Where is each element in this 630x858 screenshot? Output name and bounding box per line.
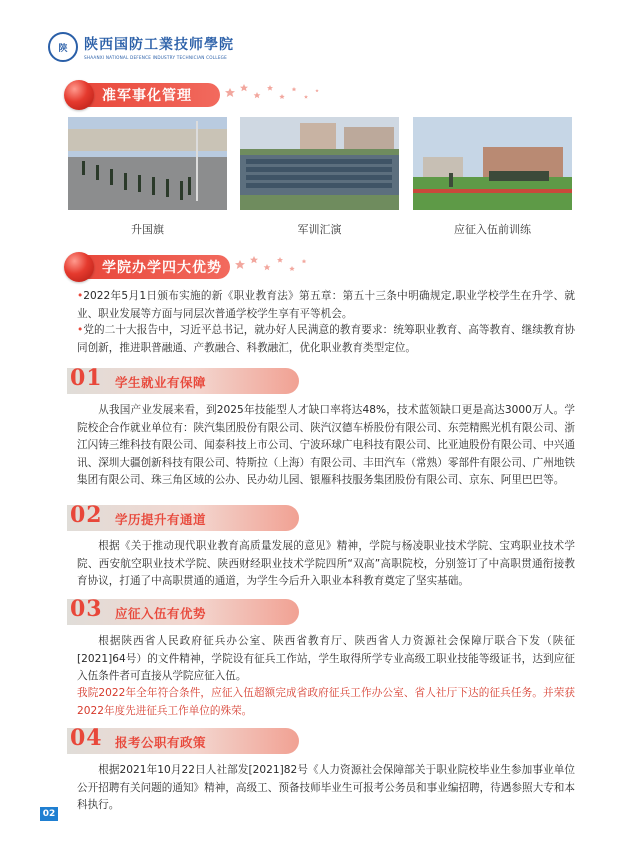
intro-paragraph — [77, 288, 575, 323]
intro-text: 党的二十大报告中，习近平总书记，就办好人民满意的教育要求：统筹职业教育、高等教育、继续教育协同创新，推进职普融通、产教融合、科教融汇，优化职业教育类型定位。 — [77, 324, 575, 354]
red-ball-icon — [64, 252, 94, 282]
advantage-title: 报考公职有政策 — [115, 735, 207, 750]
photo-caption: 升国旗 — [131, 223, 164, 236]
advantage-title: 学历提升有通道 — [115, 512, 207, 527]
advantage-title: 应征入伍有优势 — [115, 606, 207, 621]
red-ball-icon — [64, 80, 94, 110]
bullet-dot-icon: • — [77, 290, 84, 302]
advantage-banner-04 — [67, 725, 299, 754]
logo-text: 陕 — [58, 43, 68, 54]
photo-caption: 应征入伍前训练 — [454, 223, 531, 236]
advantage-number: 04 — [70, 725, 103, 751]
school-name-en: SHAANXI NATIONAL DEFENCE INDUSTRY TECHNICIAN COLLEGE — [84, 55, 227, 60]
advantage-highlight: 我院2022年全年符合条件，应征入伍超额完成省政府征兵工作办公室、省人社厅下达的征兵任务。并荣获2022年度先进征兵工作单位的殊荣。 — [77, 687, 575, 717]
photo-flag-raising — [68, 117, 227, 210]
advantage-text: 从我国产业发展来看，到2025年技能型人才缺口率将达48%，技术蓝领缺口更是高达3000万人。学院校企合作就业单位有：陕汽集团股份有限公司、陕汽汉德车桥股份有限公司、东莞精熙光机有限公司、浙江闪铸三维科技有限公司、闻泰科技上市公司、宁波环球广电科技有限公司、比亚迪股份有限公司、中兴通讯、深圳大疆创新科技有限公司、特斯拉（上海）有限公司、丰田汽车（常熟）零部件有限公司、广州地铁集团有限公司、珠三角区域的公办、民办幼儿园、银雁科技服务集团股份有限公司、京东、阿里巴巴等。 — [77, 404, 575, 486]
advantage-number: 02 — [70, 502, 103, 528]
advantage-number: 01 — [70, 365, 103, 391]
intro-text: 2022年5月1日颁布实施的新《职业教育法》第五章：第五十三条中明确规定,职业学校学生在升学、就业、职业发展等方面与同层次普通学校学生享有平等机会。 — [77, 290, 575, 320]
bullet-dot-icon: • — [77, 324, 84, 336]
school-logo — [48, 32, 78, 62]
stars-decoration-icon — [234, 252, 334, 282]
intro-paragraph — [77, 322, 575, 357]
section-title: 学院办学四大优势 — [102, 260, 222, 276]
advantage-text: 根据2021年10月22日人社部发[2021]82号《人力资源社会保障部关于职业院校毕业生参加事业单位公开招聘有关问题的通知》精神，高级工、预备技师毕业生可报考公务员和事业编招聘，待遇参照大专和本科执行。 — [77, 764, 575, 811]
advantage-text: 根据陕西省人民政府征兵办公室、陕西省教育厅、陕西省人力资源社会保障厅联合下发（陕征[2021]64号）的文件精神，学院设有征兵工作站，学生取得所学专业高级工职业技能等级证书，达到应征入伍条件者可直接从学院应征入伍。 — [77, 635, 575, 682]
school-name: 陕西国防工業技师學院 — [84, 37, 234, 53]
stars-decoration-icon — [224, 80, 324, 110]
photo-enlistment-training — [413, 117, 572, 210]
school-name-block — [84, 34, 234, 60]
advantage-banner-03 — [67, 596, 299, 625]
photo-military-drill — [240, 117, 399, 210]
photo-row — [68, 117, 574, 235]
header — [48, 30, 234, 64]
advantage-banner-02 — [67, 502, 299, 531]
advantage-text: 根据《关于推动现代职业教育高质量发展的意见》精神，学院与杨凌职业技术学院、宝鸡职业技术学院、西安航空职业技术学院、陕西财经职业技术学院四所“双高”高职院校，分别签订了中高职贯通衔接教育协议，打通了中高职贯通的通道，为学生今后升入职业本科教育奠定了坚实基础。 — [77, 540, 575, 587]
section-title: 准军事化管理 — [102, 88, 192, 104]
page-number: 02 — [40, 807, 58, 821]
advantage-banner-01 — [67, 365, 299, 394]
section-banner-advantages — [64, 250, 324, 284]
section-banner-management — [64, 78, 324, 112]
advantage-number: 03 — [70, 596, 103, 622]
advantage-title: 学生就业有保障 — [115, 375, 207, 390]
photo-caption: 军训汇演 — [297, 223, 342, 236]
